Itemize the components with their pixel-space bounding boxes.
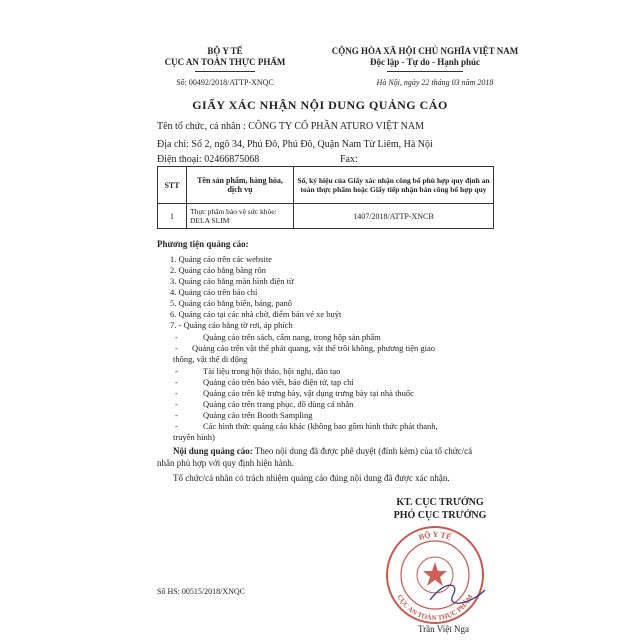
- stamp-bottom-text: CỤC AN TOÀN THỰC PHẨM: [395, 593, 475, 623]
- media-item: 1. Quảng cáo trên các website: [170, 254, 272, 264]
- media-item: 3. Quảng cáo bằng màn hình điện tử: [170, 276, 294, 286]
- signer-name: Trần Việt Nga: [418, 624, 469, 634]
- hs-number: Số HS: 00515/2018/XNQC: [157, 587, 246, 596]
- media-item: 6. Quảng cáo tại các nhà chờ, điểm bán vé xe buýt: [170, 309, 342, 319]
- dash-bullet: -: [175, 421, 178, 431]
- table-header-row: [158, 167, 494, 204]
- official-stamp: [375, 520, 495, 630]
- dash-bullet: -: [175, 377, 178, 387]
- content-text-2: nhân phù hợp với quy định hiện hành.: [157, 458, 295, 468]
- row-cert: 1407/2018/ATTP-XNCB: [294, 204, 494, 229]
- svg-text:BỘ Y TẾ: [417, 530, 453, 542]
- content-text-1: Theo nội dung đã được phê duyệt (đính kèm) của tổ chức/cá: [254, 446, 473, 456]
- dash-bullet: -: [175, 343, 178, 353]
- media-sub-item: Quảng cáo trên sách, cẩm nang, trong hộp sản phẩm: [203, 332, 381, 342]
- document-title: GIẤY XÁC NHẬN NỘI DUNG QUẢNG CÁO: [192, 98, 448, 112]
- media-sub-item: Quảng cáo trên báo viết, báo điện tử, tạp chí: [203, 377, 354, 387]
- media-sub-item: thông, vật thể di động: [173, 354, 248, 364]
- dash-bullet: -: [175, 366, 178, 376]
- media-sub-item: truyền hình): [173, 432, 215, 442]
- media-item: 2. Quảng cáo bằng băng rôn: [170, 265, 266, 275]
- dash-bullet: -: [175, 399, 178, 409]
- media-sub-item: Quảng cáo trên Booth Sampling: [203, 410, 313, 420]
- media-heading: Phương tiện quảng cáo:: [157, 239, 249, 249]
- media-sub-item: Các hình thức quảng cáo khác (không bao gồm hình thức phát thanh,: [203, 421, 438, 431]
- media-sub-item: Tài liệu trong hội thảo, hội nghị, đào tạo: [203, 366, 341, 376]
- media-sub-item: Quảng cáo trên trang phục, đồ dùng cá nhân: [203, 399, 354, 409]
- signature-deputy: PHÓ CỤC TRƯỞNG: [393, 510, 487, 521]
- media-item: 5. Quảng cáo bằng biển, bảng, panô: [170, 298, 293, 308]
- row-stt: 1: [158, 204, 187, 229]
- ministry-name: BỘ Y TẾ: [207, 46, 243, 56]
- header-left-rule: [195, 71, 255, 72]
- header-right-rule: [387, 71, 463, 72]
- content-label: Nội dung quảng cáo:: [173, 446, 253, 456]
- media-sub-item: Quảng cáo trên vật thể phát quang, vật thể trôi không, phương tiện giao: [192, 343, 436, 353]
- media-item: 4. Quảng cáo trên báo chí: [170, 287, 258, 297]
- organization-address: Địa chỉ: Số 2, ngõ 34, Phú Đô, Phú Đô, Quận Nam Từ Liêm, Hà Nội: [157, 139, 433, 150]
- dash-bullet: -: [175, 388, 178, 398]
- svg-text:CỤC AN TOÀN THỰC PHẨM: [395, 593, 475, 622]
- country-name: CỘNG HÒA XÃ HỘI CHỦ NGHĨA VIỆT NAM: [331, 46, 519, 56]
- organization-name: Tên tổ chức, cá nhân : CÔNG TY CỔ PHẦN ATURO VIỆT NAM: [157, 121, 424, 132]
- table-row: [158, 204, 494, 229]
- header-cert: Số, ký hiệu của Giấy xác nhận công bố phù hợp quy định an toàn thực phẩm hoặc Giấy tiếp nhận bản công bố hợp quy: [294, 167, 494, 204]
- doc-number: Số: 00492/2018/ATTP-XNQC: [176, 78, 274, 87]
- header-stt: STT: [158, 167, 187, 204]
- national-motto: Độc lập - Tự do - Hạnh phúc: [369, 57, 480, 67]
- organization-phone: Điện thoại: 02466875068: [157, 154, 260, 165]
- issue-date: Hà Nội, ngày 22 tháng 03 năm 2018: [376, 78, 494, 87]
- header-product: Tên sản phẩm, hàng hóa, dịch vụ: [187, 167, 294, 204]
- organization-fax: Fax:: [340, 154, 358, 165]
- media-item: 7. - Quảng cáo bằng tờ rơi, áp phích: [170, 320, 293, 330]
- department-name: CỤC AN TOÀN THỰC PHẨM: [164, 57, 286, 67]
- dash-bullet: -: [175, 410, 178, 420]
- product-table: [157, 166, 494, 229]
- content-paragraph: [173, 446, 513, 457]
- signature-kt: KT. CỤC TRƯỞNG: [396, 497, 484, 508]
- dash-bullet: -: [175, 332, 178, 342]
- media-sub-item: Quảng cáo trên kệ trưng bày, vật dụng trưng bày tại nhà thuốc: [203, 388, 414, 398]
- row-product: Thực phẩm bảo vệ sức khỏe: DELA SLIM: [187, 204, 294, 229]
- responsibility-text: Tổ chức/cá nhân có trách nhiệm quảng cáo đúng nội dung đã được xác nhận.: [173, 473, 450, 483]
- stamp-top-text: BỘ Y TẾ: [417, 529, 453, 542]
